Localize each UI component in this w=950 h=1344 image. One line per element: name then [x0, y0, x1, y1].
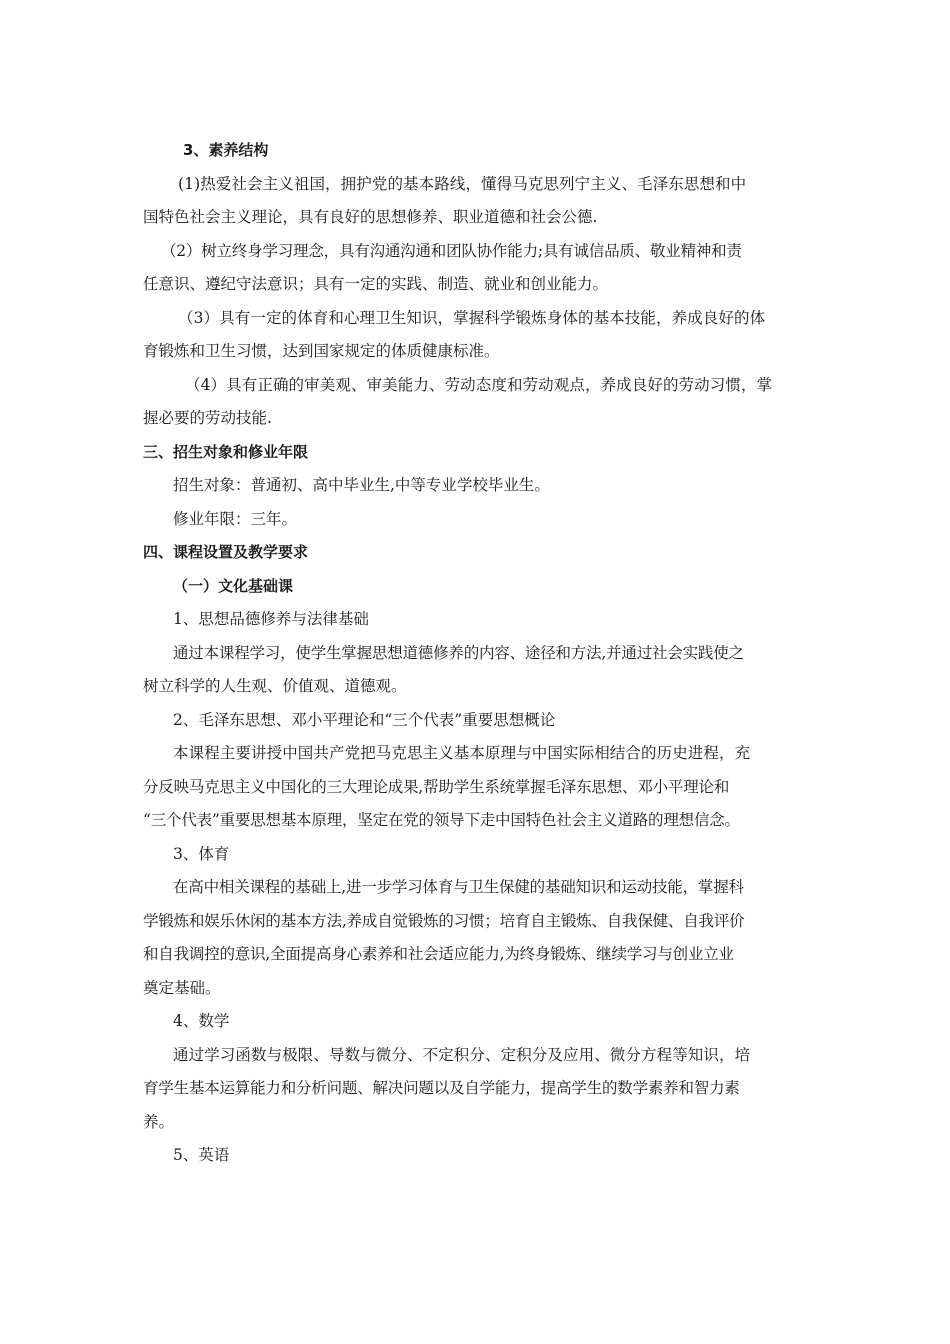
course-3-line-4: 奠定基础。 [143, 978, 221, 997]
course-2-line-1: 本课程主要讲授中国共产党把马克思主义基本原理与中国实际相结合的历史进程，充 [173, 744, 751, 762]
course-5-title: 5、英语 [173, 1146, 230, 1164]
section-heading-curriculum: 四、课程设置及教学要求 [143, 543, 309, 561]
course-2-title: 2、毛泽东思想、邓小平理论和“三个代表”重要思想概论 [173, 710, 556, 729]
course-1-line-1: 通过本课程学习，使学生掌握思想道德修养的内容、途径和方法,并通过社会实践使之 [173, 643, 744, 662]
document-body [143, 134, 808, 1173]
paragraph-3-line-1: （3）具有一定的体育和心理卫生知识，掌握科学锻炼身体的基本技能，养成良好的体 [178, 308, 766, 327]
paragraph-2-line-1: （2）树立终身学习理念，具有沟通沟通和团队协作能力;具有诚信品质、敬业精神和责 [161, 241, 742, 260]
study-duration: 修业年限：三年。 [173, 509, 298, 528]
paragraph-4-line-2: 握必要的劳动技能. [143, 409, 272, 427]
course-3-line-2: 学锻炼和娱乐休闲的基本方法,养成自觉锻炼的习惯；培育自主锻炼、自我保健、自我评价 [143, 911, 745, 930]
course-4-line-2: 育学生基本运算能力和分析问题、解决问题以及自学能力，提高学生的数学素养和智力素 [143, 1079, 740, 1097]
enrollment-target: 招生对象：普通初、高中毕业生,中等专业学校毕业生。 [173, 476, 550, 494]
course-4-line-3: 养。 [143, 1112, 175, 1131]
paragraph-1-line-1: (1)热爱社会主义祖国，拥护党的基本路线，懂得马克思列宁主义、毛泽东思想和中 [178, 174, 747, 193]
course-4-line-1: 通过学习函数与极限、导数与微分、不定积分、定积分及应用、微分方程等知识，培 [173, 1045, 751, 1064]
course-4-title: 4、数学 [173, 1012, 230, 1030]
course-1-line-2: 树立科学的人生观、价值观、道德观。 [143, 677, 407, 695]
section-heading-literacy-structure: 3、素养结构 [183, 141, 269, 159]
subsection-heading-culture-courses: （一）文化基础课 [173, 576, 294, 595]
course-3-title: 3、体育 [173, 844, 230, 863]
course-2-line-2: 分反映马克思主义中国化的三大理论成果,帮助学生系统掌握毛泽东思想、邓小平理论和 [143, 777, 730, 796]
paragraph-2-line-2: 任意识、遵纪守法意识；具有一定的实践、制造、就业和创业能力。 [143, 275, 609, 293]
course-3-line-1: 在高中相关课程的基础上,进一步学习体育与卫生保健的基础知识和运动技能，掌握科 [173, 878, 744, 896]
paragraph-4-line-1: （4）具有正确的审美观、审美能力、劳动态度和劳动观点，养成良好的劳动习惯，掌 [185, 375, 773, 394]
course-1-title: 1、思想品德修养与法律基础 [173, 610, 369, 628]
course-2-line-3: “三个代表”重要思想基本原理，坚定在党的领导下走中国特色社会主义道路的理想信念。 [143, 811, 740, 829]
paragraph-1-line-2: 国特色社会主义理论，具有良好的思想修养、职业道德和社会公德. [143, 208, 598, 226]
paragraph-3-line-2: 育锻炼和卫生习惯，达到国家规定的体质健康标准。 [143, 342, 500, 360]
course-3-line-3: 和自我调控的意识,全面提高身心素养和社会适应能力,为终身锻炼、继续学习与创业立业 [143, 945, 734, 963]
section-heading-enrollment: 三、招生对象和修业年限 [143, 442, 309, 461]
